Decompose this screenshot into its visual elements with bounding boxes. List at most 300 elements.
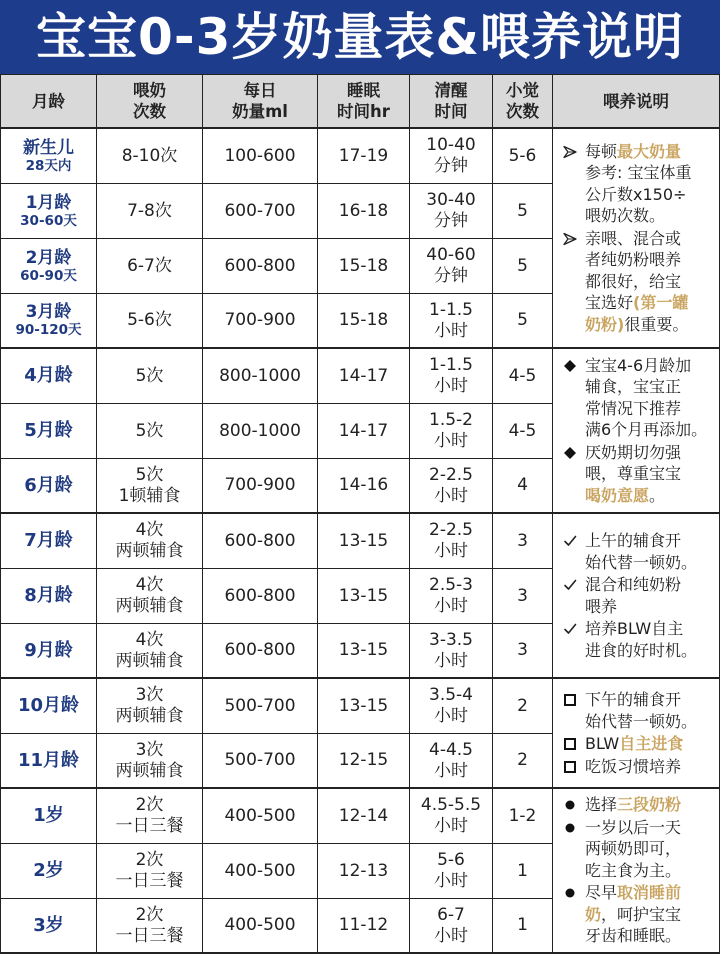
age-cell bbox=[0, 844, 97, 899]
note-line bbox=[585, 485, 681, 507]
note-text-segment: 满6个月再添加。 bbox=[585, 420, 708, 440]
awake-value: 3-3.5 bbox=[429, 629, 473, 650]
note-text-segment: ，呵护宝宝 bbox=[601, 904, 682, 924]
note-text bbox=[585, 756, 681, 778]
note-line bbox=[585, 756, 681, 778]
note-line bbox=[585, 882, 681, 904]
note-line bbox=[585, 463, 681, 485]
feeds-value: 3次 bbox=[135, 685, 164, 705]
awake-value: 小时 bbox=[434, 925, 468, 946]
naps-cell bbox=[493, 899, 553, 954]
feeds-value: 两顿辅食 bbox=[115, 650, 184, 671]
feeds-value: 4次 bbox=[135, 629, 164, 650]
naps-value: 5-6 bbox=[508, 145, 537, 166]
naps-cell bbox=[493, 459, 553, 514]
age-label: 2月龄 bbox=[25, 247, 72, 268]
awake-cell bbox=[410, 844, 493, 899]
sleep-value: 11-12 bbox=[338, 915, 389, 935]
feeds-value: 8-10次 bbox=[121, 145, 178, 166]
awake-value: 小时 bbox=[434, 541, 468, 561]
awake-value: 4.5-5.5 bbox=[420, 795, 482, 815]
feeds-cell bbox=[97, 239, 203, 294]
note-text-segment: 宝选好 bbox=[585, 293, 634, 313]
note-line bbox=[585, 376, 707, 398]
note-text-segment: 喂，尊重宝宝 bbox=[585, 464, 682, 484]
highlight-text: 喝奶意愿 bbox=[585, 485, 650, 505]
diamond-bullet-icon bbox=[562, 359, 577, 373]
awake-value: 分钟 bbox=[434, 266, 468, 286]
volume-cell bbox=[203, 459, 318, 514]
header-age-label: 月龄 bbox=[32, 91, 65, 111]
volume-value: 400-500 bbox=[224, 805, 296, 826]
volume-value: 700-900 bbox=[224, 475, 296, 495]
volume-cell bbox=[203, 624, 318, 679]
feeds-cell bbox=[97, 294, 203, 349]
naps-cell bbox=[493, 349, 553, 404]
age-label: 2岁 bbox=[33, 860, 64, 881]
sleep-value: 13-15 bbox=[338, 695, 389, 716]
sleep-value: 12-15 bbox=[338, 750, 389, 770]
feeds-cell bbox=[97, 679, 203, 734]
highlight-text: (第一罐 bbox=[633, 293, 689, 313]
note-line bbox=[585, 292, 688, 314]
sleep-value: 14-16 bbox=[338, 475, 389, 495]
note-item bbox=[562, 756, 715, 778]
sleep-cell bbox=[318, 404, 410, 459]
awake-value: 2-2.5 bbox=[429, 464, 473, 485]
dot-bullet-icon bbox=[562, 886, 577, 900]
note-line bbox=[585, 689, 697, 711]
feeds-cell bbox=[97, 129, 203, 184]
note-text-segment: 厌奶期切勿强 bbox=[585, 442, 682, 462]
awake-value: 3.5-4 bbox=[429, 685, 473, 705]
age-cell bbox=[0, 349, 97, 404]
note-line bbox=[585, 733, 683, 755]
awake-value: 小时 bbox=[434, 320, 468, 341]
note-text-segment: 。 bbox=[649, 485, 666, 505]
note-text-segment: 吃饭习惯培养 bbox=[585, 756, 682, 776]
feeds-cell bbox=[97, 459, 203, 514]
volume-value: 600-800 bbox=[224, 585, 296, 606]
note-text-segment: 混合和纯奶粉 bbox=[585, 575, 682, 594]
note-line bbox=[585, 530, 697, 552]
highlight-text: 自主进食 bbox=[619, 734, 684, 753]
sleep-value: 13-15 bbox=[338, 585, 389, 606]
note-text bbox=[585, 733, 683, 755]
feeds-cell bbox=[97, 404, 203, 459]
awake-cell bbox=[410, 624, 493, 679]
feeds-value: 两顿辅食 bbox=[115, 596, 184, 616]
note-item bbox=[562, 141, 715, 227]
awake-cell bbox=[410, 404, 493, 459]
age-cell bbox=[0, 459, 97, 514]
check-bullet-icon bbox=[562, 578, 577, 592]
age-cell bbox=[0, 899, 97, 954]
volume-value: 800-1000 bbox=[219, 365, 301, 386]
sleep-cell bbox=[318, 734, 410, 789]
note-line bbox=[585, 355, 707, 377]
sleep-value: 13-15 bbox=[338, 640, 389, 660]
awake-value: 分钟 bbox=[434, 211, 468, 231]
naps-cell bbox=[493, 679, 553, 734]
note-text-segment: 始代替一顿奶。 bbox=[585, 711, 698, 731]
feeds-value: 5次 bbox=[135, 420, 164, 441]
feeds-value: 4次 bbox=[135, 575, 164, 595]
note-line bbox=[585, 228, 688, 250]
note-item bbox=[562, 733, 715, 755]
volume-value: 500-700 bbox=[224, 750, 296, 770]
feeds-cell bbox=[97, 899, 203, 954]
naps-cell bbox=[493, 514, 553, 569]
note-line bbox=[585, 925, 681, 947]
feeds-value: 一日三餐 bbox=[115, 816, 184, 836]
naps-value: 3 bbox=[517, 530, 528, 551]
note-line bbox=[585, 249, 688, 271]
sleep-value: 15-18 bbox=[338, 310, 389, 330]
note-text bbox=[585, 355, 707, 441]
header-feeds-label: 次数 bbox=[133, 102, 166, 121]
header-sleep-cell bbox=[318, 75, 410, 129]
header-age-cell bbox=[0, 75, 97, 129]
sleep-value: 14-17 bbox=[338, 365, 389, 386]
naps-cell bbox=[493, 294, 553, 349]
volume-value: 600-700 bbox=[224, 200, 296, 221]
naps-cell bbox=[493, 624, 553, 679]
feeds-cell bbox=[97, 514, 203, 569]
note-text-segment: 牙齿和睡眠。 bbox=[585, 926, 682, 946]
feeds-value: 4次 bbox=[135, 520, 164, 540]
awake-cell bbox=[410, 239, 493, 294]
naps-value: 1 bbox=[517, 860, 528, 881]
notes-group-2 bbox=[553, 349, 720, 514]
age-range-label: 30-60天 bbox=[20, 212, 77, 229]
awake-value: 小时 bbox=[434, 871, 468, 891]
awake-value: 1.5-2 bbox=[429, 410, 473, 430]
square-bullet-icon bbox=[562, 760, 577, 774]
sleep-cell bbox=[318, 679, 410, 734]
age-cell bbox=[0, 789, 97, 844]
sleep-cell bbox=[318, 569, 410, 624]
note-line bbox=[585, 904, 681, 926]
age-range-label: 28天内 bbox=[25, 157, 72, 174]
awake-cell bbox=[410, 789, 493, 844]
awake-value: 5-6 bbox=[437, 850, 465, 870]
feeds-value: 一日三餐 bbox=[115, 871, 184, 891]
feeds-cell bbox=[97, 349, 203, 404]
note-text-segment: 亲喂、混合或 bbox=[585, 228, 682, 248]
volume-value: 800-1000 bbox=[219, 420, 301, 441]
note-text bbox=[585, 882, 681, 947]
square-bullet-icon bbox=[562, 737, 577, 751]
age-label: 3月龄 bbox=[25, 302, 72, 322]
note-line bbox=[585, 205, 691, 227]
naps-cell bbox=[493, 734, 553, 789]
age-cell bbox=[0, 404, 97, 459]
note-text bbox=[585, 794, 681, 816]
age-label: 3岁 bbox=[33, 914, 64, 936]
awake-value: 6-7 bbox=[437, 904, 465, 925]
feeds-cell bbox=[97, 184, 203, 239]
awake-value: 小时 bbox=[434, 760, 468, 781]
volume-value: 500-700 bbox=[224, 695, 296, 716]
sleep-value: 13-15 bbox=[338, 530, 389, 551]
volume-cell bbox=[203, 679, 318, 734]
volume-value: 700-900 bbox=[224, 310, 296, 330]
sleep-value: 16-18 bbox=[338, 200, 389, 221]
note-line bbox=[585, 314, 688, 336]
age-cell bbox=[0, 129, 97, 184]
note-text bbox=[585, 817, 681, 882]
note-line bbox=[585, 271, 688, 293]
dot-bullet-icon bbox=[562, 798, 577, 812]
note-item bbox=[562, 355, 715, 441]
feeding-table bbox=[0, 75, 720, 954]
volume-value: 400-500 bbox=[224, 915, 296, 935]
feeds-value: 2次 bbox=[135, 904, 164, 925]
header-naps-label: 次数 bbox=[506, 102, 539, 121]
note-line bbox=[585, 794, 681, 816]
note-line bbox=[585, 574, 681, 596]
header-awake-cell bbox=[410, 75, 493, 129]
sleep-value: 12-14 bbox=[338, 805, 389, 826]
note-line bbox=[585, 838, 681, 860]
square-bullet-icon bbox=[562, 693, 577, 707]
sleep-cell bbox=[318, 349, 410, 404]
awake-value: 1-1.5 bbox=[429, 299, 473, 320]
volume-cell bbox=[203, 899, 318, 954]
note-line bbox=[585, 711, 697, 733]
awake-value: 小时 bbox=[434, 376, 468, 396]
note-text-segment: 始代替一顿奶。 bbox=[585, 552, 698, 572]
feeds-value: 两顿辅食 bbox=[115, 541, 184, 561]
note-text-segment: BLW bbox=[585, 734, 620, 753]
naps-value: 4-5 bbox=[508, 365, 537, 386]
volume-cell bbox=[203, 789, 318, 844]
volume-value: 600-800 bbox=[224, 530, 296, 551]
feeds-value: 一日三餐 bbox=[115, 925, 184, 946]
naps-value: 5 bbox=[517, 255, 528, 276]
note-text-segment: 吃主食为主。 bbox=[585, 860, 682, 880]
note-text-segment: 辅食，宝宝正 bbox=[585, 377, 682, 397]
age-cell bbox=[0, 734, 97, 789]
header-volume-label: 奶量ml bbox=[232, 102, 288, 121]
note-item bbox=[562, 618, 715, 661]
header-awake-label: 清醒 bbox=[434, 81, 468, 100]
volume-value: 100-600 bbox=[224, 145, 296, 166]
naps-value: 2 bbox=[517, 695, 528, 716]
age-label: 9月龄 bbox=[24, 639, 73, 661]
feeds-value: 两顿辅食 bbox=[115, 706, 184, 726]
note-line bbox=[585, 860, 681, 882]
note-text bbox=[585, 574, 681, 617]
awake-value: 10-40 bbox=[426, 135, 476, 155]
arrow-bullet-icon bbox=[562, 232, 577, 246]
feeds-value: 7-8次 bbox=[127, 200, 172, 221]
feeds-value: 3次 bbox=[135, 739, 164, 760]
header-notes-cell bbox=[553, 75, 720, 129]
age-label: 11月龄 bbox=[17, 749, 80, 771]
highlight-text: 取消睡前 bbox=[617, 883, 682, 903]
feeds-value: 2次 bbox=[135, 850, 164, 870]
diamond-bullet-icon bbox=[562, 446, 577, 460]
awake-cell bbox=[410, 899, 493, 954]
page-title: 宝宝0-3岁奶量表&喂养说明 bbox=[36, 8, 684, 66]
note-line bbox=[585, 419, 707, 441]
note-text-segment: 常情况下推荐 bbox=[585, 398, 682, 418]
naps-value: 4-5 bbox=[508, 420, 537, 441]
check-bullet-icon bbox=[562, 622, 577, 636]
header-feeds-cell bbox=[97, 75, 203, 129]
feeds-value: 6-7次 bbox=[127, 255, 172, 276]
header-feeds-label: 喂奶 bbox=[133, 81, 166, 100]
note-line bbox=[585, 640, 697, 662]
naps-cell bbox=[493, 844, 553, 899]
naps-cell bbox=[493, 789, 553, 844]
awake-value: 1-1.5 bbox=[429, 355, 473, 375]
volume-cell bbox=[203, 129, 318, 184]
volume-value: 400-500 bbox=[224, 860, 296, 881]
awake-cell bbox=[410, 679, 493, 734]
header-notes-label: 喂养说明 bbox=[603, 91, 669, 111]
naps-value: 4 bbox=[517, 475, 528, 495]
note-text bbox=[585, 530, 697, 573]
age-range-label: 60-90天 bbox=[20, 267, 77, 284]
feeds-value: 5-6次 bbox=[127, 310, 172, 330]
note-text bbox=[585, 228, 688, 336]
volume-cell bbox=[203, 514, 318, 569]
age-label: 1月龄 bbox=[25, 192, 72, 213]
notes-group-5 bbox=[553, 789, 720, 954]
awake-cell bbox=[410, 184, 493, 239]
dot-bullet-icon bbox=[562, 821, 577, 835]
sleep-cell bbox=[318, 184, 410, 239]
note-line bbox=[585, 596, 681, 618]
naps-value: 3 bbox=[517, 640, 528, 660]
header-sleep-label: 睡眠 bbox=[347, 81, 380, 100]
age-cell bbox=[0, 679, 97, 734]
age-label: 4月龄 bbox=[24, 365, 73, 386]
sleep-value: 12-13 bbox=[338, 860, 389, 881]
awake-value: 小时 bbox=[434, 706, 468, 726]
age-cell bbox=[0, 184, 97, 239]
naps-value: 1-2 bbox=[508, 805, 537, 826]
age-cell bbox=[0, 239, 97, 294]
age-cell bbox=[0, 514, 97, 569]
note-text-segment: 喂养 bbox=[585, 596, 618, 616]
notes-group-3 bbox=[553, 514, 720, 679]
awake-value: 4-4.5 bbox=[429, 739, 473, 760]
sleep-cell bbox=[318, 789, 410, 844]
title-bar bbox=[0, 0, 720, 75]
feeds-value: 2次 bbox=[135, 795, 164, 815]
note-text-segment: 两顿奶即可， bbox=[585, 839, 682, 859]
awake-cell bbox=[410, 514, 493, 569]
awake-cell bbox=[410, 569, 493, 624]
note-line bbox=[585, 552, 697, 574]
note-text-segment: 参考: 宝宝体重 bbox=[585, 163, 692, 183]
awake-value: 小时 bbox=[434, 596, 468, 616]
sleep-cell bbox=[318, 624, 410, 679]
awake-cell bbox=[410, 294, 493, 349]
note-line bbox=[585, 817, 681, 839]
header-sleep-label: 时间hr bbox=[337, 102, 390, 121]
note-text-segment: 一岁以后一天 bbox=[585, 817, 682, 837]
highlight-text: 奶 bbox=[585, 904, 602, 924]
header-naps-label: 小觉 bbox=[506, 81, 539, 100]
highlight-text: 最大奶量 bbox=[617, 141, 682, 161]
note-item bbox=[562, 794, 715, 816]
age-label: 8月龄 bbox=[24, 585, 73, 606]
header-naps-cell bbox=[493, 75, 553, 129]
naps-value: 1 bbox=[517, 915, 528, 935]
sleep-cell bbox=[318, 514, 410, 569]
note-text bbox=[585, 618, 697, 661]
sleep-cell bbox=[318, 129, 410, 184]
age-label: 6月龄 bbox=[24, 474, 73, 496]
volume-cell bbox=[203, 569, 318, 624]
feeds-value: 两顿辅食 bbox=[115, 760, 184, 781]
sleep-cell bbox=[318, 294, 410, 349]
volume-cell bbox=[203, 404, 318, 459]
note-item bbox=[562, 882, 715, 947]
age-label: 7月龄 bbox=[24, 530, 73, 551]
feeds-cell bbox=[97, 789, 203, 844]
note-text bbox=[585, 141, 691, 227]
naps-value: 5 bbox=[517, 200, 528, 221]
note-text bbox=[585, 442, 681, 507]
note-text-segment: 进食的好时机。 bbox=[585, 640, 698, 660]
note-item bbox=[562, 574, 715, 617]
note-line bbox=[585, 398, 707, 420]
note-item bbox=[562, 530, 715, 573]
age-label: 5月龄 bbox=[24, 420, 73, 441]
naps-cell bbox=[493, 569, 553, 624]
note-item bbox=[562, 228, 715, 336]
naps-cell bbox=[493, 184, 553, 239]
feeds-cell bbox=[97, 569, 203, 624]
sleep-value: 14-17 bbox=[338, 420, 389, 441]
age-range-label: 90-120天 bbox=[15, 322, 82, 338]
naps-cell bbox=[493, 404, 553, 459]
volume-cell bbox=[203, 239, 318, 294]
naps-value: 5 bbox=[517, 310, 528, 330]
awake-value: 40-60 bbox=[426, 245, 476, 265]
sleep-cell bbox=[318, 459, 410, 514]
check-bullet-icon bbox=[562, 534, 577, 548]
sleep-cell bbox=[318, 844, 410, 899]
header-awake-label: 时间 bbox=[434, 102, 468, 121]
naps-value: 2 bbox=[517, 750, 528, 770]
note-line bbox=[585, 162, 691, 184]
feeds-cell bbox=[97, 734, 203, 789]
note-line bbox=[585, 184, 691, 206]
note-text-segment: 尽早 bbox=[585, 883, 618, 903]
volume-value: 600-800 bbox=[224, 640, 296, 660]
awake-cell bbox=[410, 734, 493, 789]
awake-value: 分钟 bbox=[434, 156, 468, 176]
awake-value: 30-40 bbox=[426, 190, 476, 210]
volume-cell bbox=[203, 184, 318, 239]
highlight-text: 奶粉) bbox=[585, 314, 625, 334]
note-text bbox=[585, 689, 697, 732]
volume-cell bbox=[203, 844, 318, 899]
note-text-segment: 每顿 bbox=[585, 141, 618, 161]
age-label: 1岁 bbox=[33, 805, 64, 826]
notes-group-1 bbox=[553, 129, 720, 349]
note-text-segment: 者纯奶粉喂养 bbox=[585, 250, 682, 270]
feeds-value: 5次 bbox=[135, 365, 164, 386]
awake-value: 小时 bbox=[434, 485, 468, 506]
